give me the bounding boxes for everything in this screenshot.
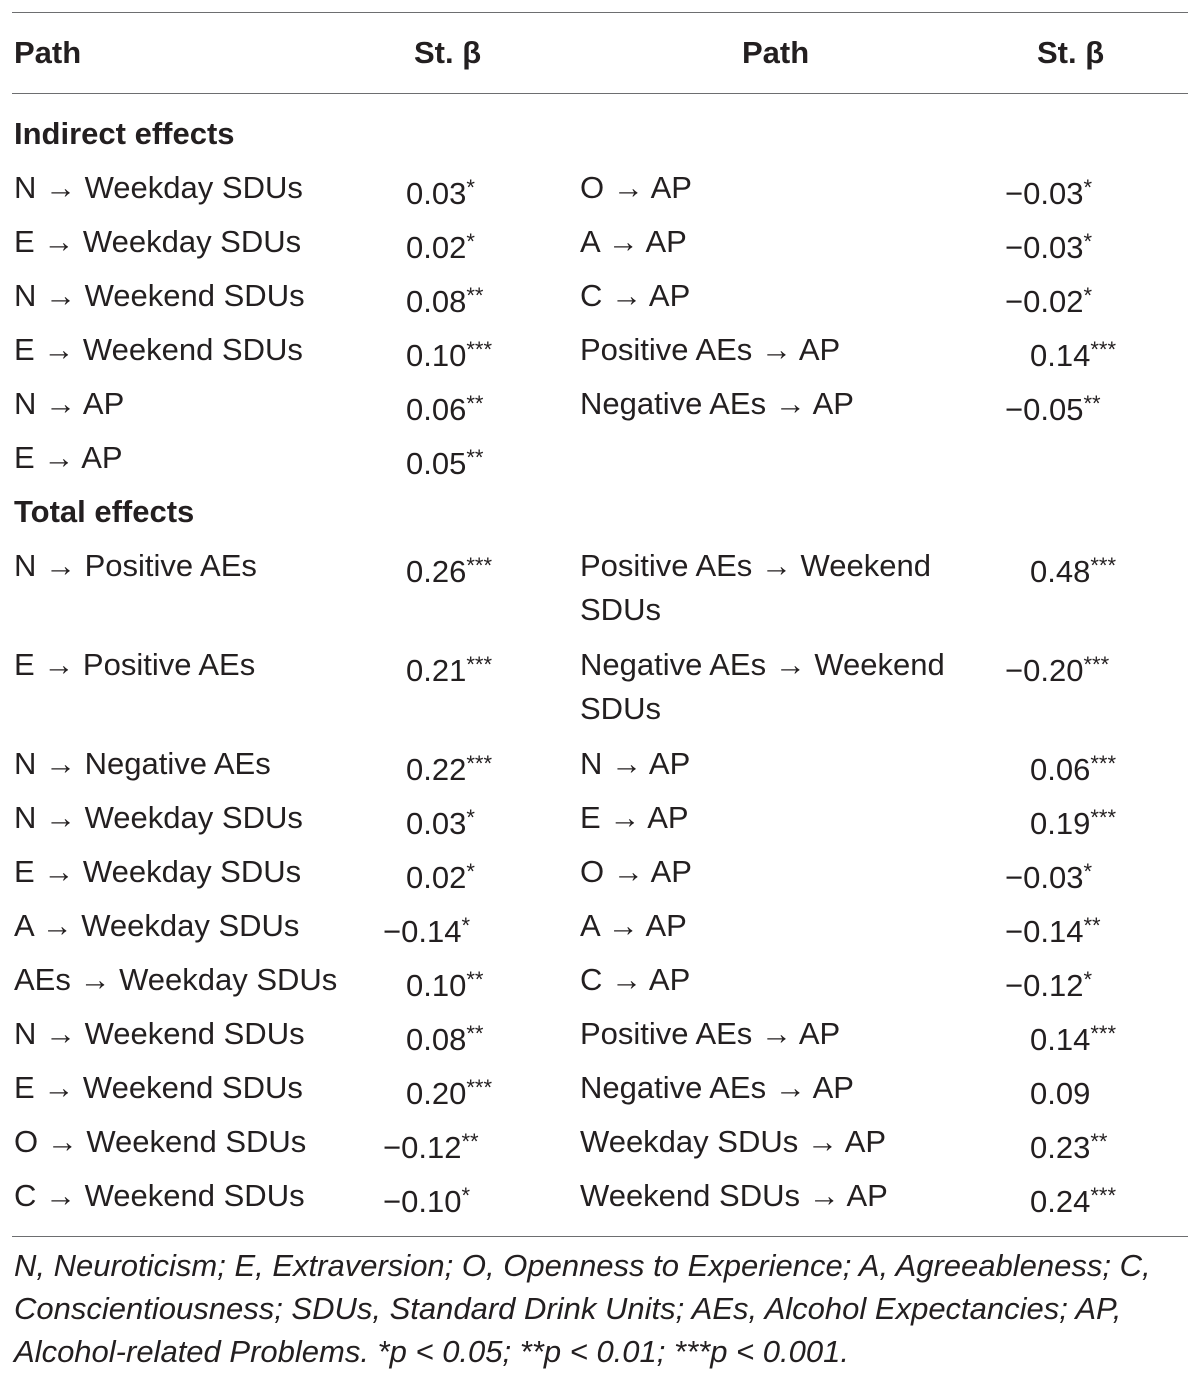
path-left: N → Weekday SDUs — [14, 170, 303, 205]
beta-right-value: 0.06 — [1030, 752, 1091, 787]
header-path-right: Path — [742, 35, 810, 70]
beta-right — [1005, 643, 1109, 693]
path-left: N → Negative AEs — [14, 746, 271, 781]
path-right: Positive AEs → Weekend SDUs — [580, 548, 931, 627]
beta-right-significance: *** — [1090, 751, 1117, 776]
beta-right-value: −0.02 — [1005, 284, 1084, 319]
beta-left-value: 0.20 — [406, 1076, 467, 1111]
beta-right-value: −0.20 — [1005, 653, 1084, 688]
beta-left — [406, 274, 483, 324]
beta-left-value: 0.08 — [406, 284, 467, 319]
beta-right — [1005, 166, 1092, 216]
beta-left-value: 0.10 — [406, 338, 467, 373]
beta-left — [406, 958, 483, 1008]
path-right: Negative AEs → AP — [580, 1070, 854, 1105]
path-left: E → Weekend SDUs — [14, 1070, 303, 1105]
path-left: E → Positive AEs — [14, 647, 256, 682]
beta-right-significance: * — [1083, 175, 1093, 200]
beta-left-significance: * — [461, 913, 471, 938]
path-right: Positive AEs → AP — [580, 1016, 841, 1051]
beta-left — [406, 220, 475, 270]
path-right: O → AP — [580, 854, 692, 889]
beta-right-significance: *** — [1083, 652, 1110, 677]
beta-right — [1030, 796, 1116, 846]
bottom-rule — [12, 1236, 1188, 1237]
section-total-label: Total effects — [14, 494, 195, 529]
beta-left-value: 0.21 — [406, 653, 467, 688]
beta-right-value: −0.12 — [1005, 968, 1084, 1003]
path-right: Weekday SDUs → AP — [580, 1124, 887, 1159]
beta-left-significance: ** — [466, 283, 484, 308]
beta-left-value: −0.14 — [383, 914, 462, 949]
path-left: E → Weekday SDUs — [14, 854, 302, 889]
beta-right — [1005, 274, 1092, 324]
beta-left-significance: ** — [466, 445, 484, 470]
section-indirect-label: Indirect effects — [14, 116, 235, 151]
beta-left-significance: ** — [466, 1021, 484, 1046]
beta-right — [1005, 220, 1092, 270]
beta-left — [406, 544, 492, 594]
beta-right-value: −0.03 — [1005, 860, 1084, 895]
beta-left — [406, 166, 475, 216]
path-left: N → Weekday SDUs — [14, 800, 303, 835]
beta-right-value: 0.14 — [1030, 1022, 1091, 1057]
beta-right-significance: ** — [1083, 391, 1101, 416]
beta-left — [406, 742, 492, 792]
header-beta-right: St. β — [1037, 35, 1105, 70]
beta-left — [406, 796, 475, 846]
path-left: AEs → Weekday SDUs — [14, 962, 338, 997]
beta-left-value: 0.03 — [406, 806, 467, 841]
beta-right — [1005, 382, 1101, 432]
beta-right-significance: * — [1083, 967, 1093, 992]
path-left: C → Weekend SDUs — [14, 1178, 305, 1213]
beta-left-value: 0.02 — [406, 860, 467, 895]
beta-left — [406, 850, 475, 900]
beta-left-significance: *** — [466, 553, 493, 578]
path-left: E → AP — [14, 440, 123, 475]
table-footnote: N, Neuroticism; E, Extraversion; O, Openness to Experience; A, Agreeableness; C, Conscientiousness; SDUs, Standard Drink Units; AEs, Alcohol Expectancies; AP, Alcohol-related Problems. *p < 0.05; **p < 0.01; ***p < 0.001. — [14, 1248, 1151, 1369]
path-right: C → AP — [580, 278, 691, 313]
path-left: O → Weekend SDUs — [14, 1124, 307, 1159]
beta-left-significance: *** — [466, 652, 493, 677]
path-right: A → AP — [580, 224, 687, 259]
beta-right — [1030, 1174, 1116, 1224]
beta-left-value: 0.08 — [406, 1022, 467, 1057]
beta-right — [1030, 742, 1116, 792]
beta-left — [406, 382, 483, 432]
beta-left-significance: ** — [466, 391, 484, 416]
beta-left — [406, 1066, 492, 1116]
beta-right — [1005, 850, 1092, 900]
path-left: E → Weekend SDUs — [14, 332, 303, 367]
beta-right-value: 0.23 — [1030, 1130, 1091, 1165]
header-path-left: Path — [14, 35, 82, 70]
beta-left-value: 0.05 — [406, 446, 467, 481]
path-right: E → AP — [580, 800, 689, 835]
beta-right-significance: * — [1083, 859, 1093, 884]
beta-right-value: −0.03 — [1005, 230, 1084, 265]
beta-left — [383, 1174, 470, 1224]
beta-right-significance: *** — [1090, 553, 1117, 578]
path-right: Positive AEs → AP — [580, 332, 841, 367]
beta-left — [406, 1012, 483, 1062]
beta-right — [1030, 544, 1116, 594]
path-left: N → AP — [14, 386, 125, 421]
beta-left-significance: *** — [466, 337, 493, 362]
beta-left-significance: ** — [466, 967, 484, 992]
beta-right-value: 0.48 — [1030, 554, 1091, 589]
beta-left — [383, 904, 470, 954]
path-left: N → Weekend SDUs — [14, 278, 305, 313]
path-right: N → AP — [580, 746, 691, 781]
path-left: N → Positive AEs — [14, 548, 257, 583]
header-rule — [12, 93, 1188, 94]
beta-right-significance: * — [1083, 283, 1093, 308]
beta-left-significance: *** — [466, 751, 493, 776]
beta-left-value: 0.10 — [406, 968, 467, 1003]
beta-left-significance: * — [461, 1183, 471, 1208]
beta-left-value: 0.06 — [406, 392, 467, 427]
beta-left — [406, 643, 492, 693]
path-right: O → AP — [580, 170, 692, 205]
beta-right-value: 0.19 — [1030, 806, 1091, 841]
beta-right — [1030, 328, 1116, 378]
beta-left-value: 0.02 — [406, 230, 467, 265]
beta-right-significance: *** — [1090, 1183, 1117, 1208]
path-left: E → Weekday SDUs — [14, 224, 302, 259]
beta-right-significance: * — [1083, 229, 1093, 254]
beta-left-significance: * — [466, 175, 475, 200]
path-right: Weekend SDUs → AP — [580, 1178, 888, 1213]
beta-left-value: 0.03 — [406, 176, 467, 211]
path-left: N → Weekend SDUs — [14, 1016, 305, 1051]
path-right: A → AP — [580, 908, 687, 943]
header-beta-left: St. β — [414, 35, 482, 70]
beta-right — [1030, 1012, 1116, 1062]
beta-left-significance: * — [466, 805, 475, 830]
beta-right — [1030, 1120, 1107, 1170]
beta-right-value: −0.03 — [1005, 176, 1084, 211]
beta-left-significance: *** — [466, 1075, 493, 1100]
beta-right — [1030, 1066, 1090, 1116]
beta-right-value: −0.14 — [1005, 914, 1084, 949]
beta-left-value: 0.22 — [406, 752, 467, 787]
beta-right-significance: ** — [1083, 913, 1101, 938]
beta-left-significance: ** — [461, 1129, 479, 1154]
beta-right-significance: *** — [1090, 337, 1117, 362]
beta-right — [1005, 958, 1092, 1008]
beta-left — [406, 436, 483, 486]
path-right: Negative AEs → Weekend SDUs — [580, 647, 945, 726]
beta-right-value: 0.24 — [1030, 1184, 1091, 1219]
beta-right-significance: *** — [1090, 805, 1117, 830]
beta-left-significance: * — [466, 229, 475, 254]
beta-right-value: 0.09 — [1030, 1076, 1091, 1111]
beta-right-value: −0.05 — [1005, 392, 1084, 427]
top-rule — [12, 12, 1188, 13]
beta-left — [383, 1120, 479, 1170]
beta-right — [1005, 904, 1101, 954]
beta-left-value: −0.12 — [383, 1130, 462, 1165]
beta-left-value: −0.10 — [383, 1184, 462, 1219]
beta-right-significance: ** — [1090, 1129, 1108, 1154]
beta-left-value: 0.26 — [406, 554, 467, 589]
path-right: Negative AEs → AP — [580, 386, 854, 421]
beta-right-significance: *** — [1090, 1021, 1117, 1046]
beta-right-value: 0.14 — [1030, 338, 1091, 373]
path-right: C → AP — [580, 962, 691, 997]
beta-left — [406, 328, 492, 378]
beta-left-significance: * — [466, 859, 475, 884]
path-left: A → Weekday SDUs — [14, 908, 300, 943]
